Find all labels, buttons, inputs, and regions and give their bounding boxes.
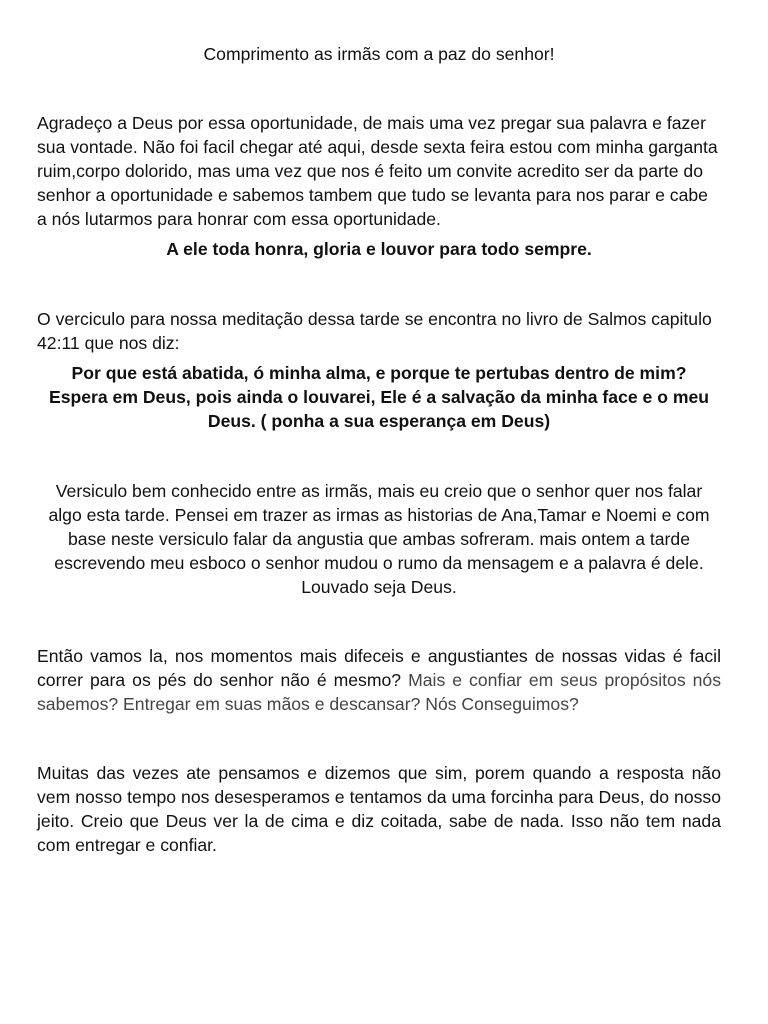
known-verse-paragraph: Versiculo bem conhecido entre as irmãs, mais eu creio que o senhor quer nos falar algo esta tarde. Pensei em trazer as irmas as historias de Ana,Tamar e Noemi e com base neste versiculo falar da angustia que ambas sofreram. mais ontem a tarde escrevendo meu esboco o senhor mudou o rumo da mensagem e a palavra é dele. Louvado seja Deus. — [48, 481, 710, 597]
verse-intro-paragraph: O verciculo para nossa meditação dessa tarde se encontra no livro de Salmos capitulo 42:11 que nos diz: — [37, 309, 712, 353]
verse-quote: Por que está abatida, ó minha alma, e porque te pertubas dentro de mim? Espera em Deus, pois ainda o louvarei, Ele é a salvação da minha face e o meu Deus. ( ponha a sua esperança em Deus) — [48, 363, 710, 431]
trust-questions-text: Mais e confiar em seus propósitos nós sabemos? Entregar em suas mãos e descansar? Nós Conseguimos? — [37, 670, 721, 714]
many-times-paragraph: Muitas das vezes ate pensamos e dizemos que sim, porem quando a resposta não vem nosso tempo nos desesperamos e tentamos da uma forcinha para Deus, do nosso jeito. Creio que Deus ver la de cima e diz coitada, sabe de nada. Isso não tem nada com entregar e confiar. — [37, 763, 721, 855]
document-page — [37, 42, 721, 857]
difficult-moments-text: Então vamos la, nos momentos mais difeceis e angustiantes de nossas vidas é facil correr para os pés do senhor não é mesmo? — [37, 646, 721, 690]
difficult-moments-paragraph — [37, 644, 721, 716]
greeting-line: Comprimento as irmãs com a paz do senhor! — [203, 44, 555, 64]
praise-line: A ele toda honra, gloria e louvor para todo sempre. — [166, 239, 592, 259]
intro-paragraph: Agradeço a Deus por essa oportunidade, de mais uma vez pregar sua palavra e fazer sua vontade. Não foi facil chegar até aqui, desde sexta feira estou com minha garganta ruim,corpo dolorido, mas uma vez que nos é feito um convite acredito ser da parte do senhor a oportunidade e sabemos tambem que tudo se levanta para nos parar e cabe a nós lutarmos para honrar com essa oportunidade. — [37, 113, 718, 229]
